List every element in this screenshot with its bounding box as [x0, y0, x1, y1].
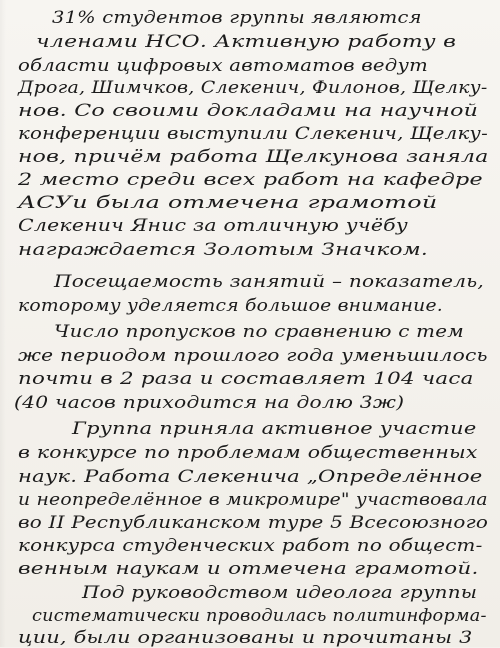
text-line-23: конкурса студенческих работ по общест- — [18, 536, 483, 556]
text-line-17: (40 часов приходится на долю 3ж) — [14, 393, 405, 413]
text-line-4: Дрога, Шимчков, Слекенич, Филонов, Щелку- — [18, 78, 488, 98]
text-line-14: Число пропусков по сравнению с тем — [54, 322, 464, 342]
text-line-26: систематически проводилась политинформа- — [32, 606, 487, 626]
text-line-19: в конкурсе по проблемам общественных — [18, 443, 478, 463]
text-line-1: 31% студентов группы являются — [52, 8, 422, 28]
text-line-21: и неопределённое в микромире" участвовала — [18, 490, 488, 510]
text-line-2: членами НСО. Активную работу в — [36, 32, 457, 52]
text-line-8: 2 место среди всех работ на кафедре — [18, 170, 483, 190]
text-line-9: АСУи была отмечена грамотой — [18, 193, 438, 213]
text-line-5: нов. Со своими докладами на научной — [18, 101, 479, 121]
text-line-18: Группа приняла активное участие — [72, 419, 477, 439]
text-line-24: венным наукам и отмечена грамотой. — [18, 559, 479, 579]
text-line-6: конференции выступили Слекенич, Щелку- — [18, 124, 488, 144]
text-line-10: Слекенич Янис за отличную учёбу — [18, 216, 408, 236]
text-line-12: Посещаемость занятий – показатель, — [54, 272, 484, 292]
text-line-13: которому уделяется большое внимание. — [18, 296, 443, 316]
text-line-3: области цифровых автоматов ведут — [18, 56, 428, 76]
text-line-20: наук. Работа Слекенича „Определённое — [18, 467, 483, 487]
text-line-15: же периодом прошлого года уменьшилось — [18, 346, 488, 366]
text-line-16: почти в 2 раза и составляет 104 часа — [18, 369, 474, 389]
text-line-22: во II Республиканском туре 5 Всесоюзного — [18, 513, 489, 533]
text-line-27: ции, были организованы и прочитаны 3 — [18, 628, 473, 648]
text-line-7: нов, причём работа Щелкунова заняла — [18, 147, 489, 167]
text-line-11: награждается Золотым Значком. — [18, 240, 428, 260]
text-line-25: Под руководством идеолога группы — [82, 583, 478, 603]
